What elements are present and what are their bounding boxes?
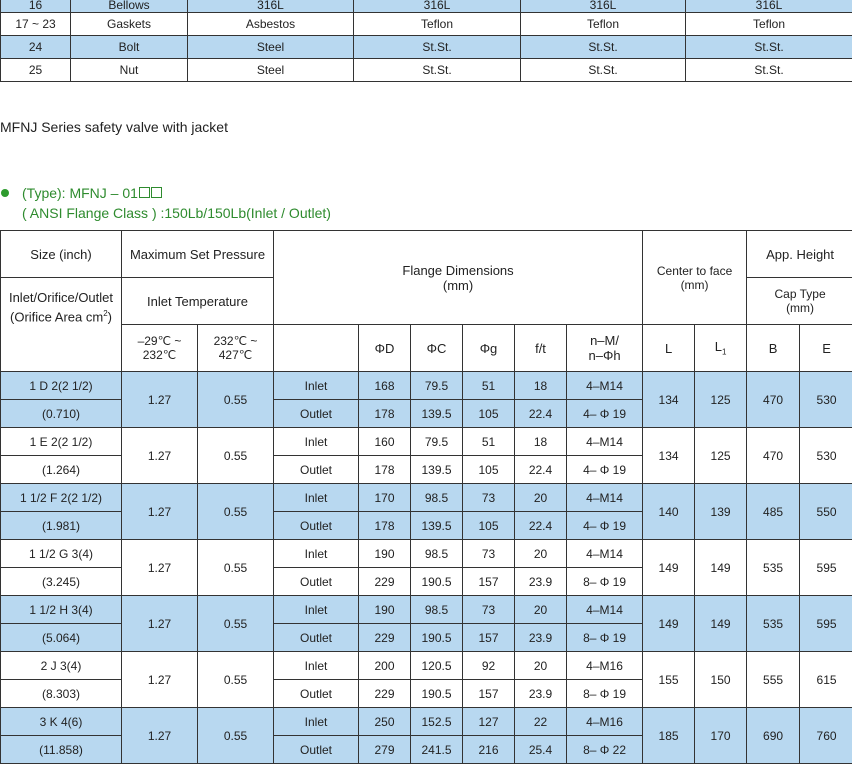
phi-c-value: 190.5 — [411, 680, 463, 708]
f-t-value: 20 — [515, 596, 567, 624]
pressure-low-temp: 1.27 — [122, 652, 198, 708]
temp-range-2-line1: 232℃ ~ — [198, 334, 273, 348]
pressure-high-temp: 0.55 — [198, 428, 274, 484]
phi-c-value: 98.5 — [411, 484, 463, 512]
materials-cell: St.St. — [686, 36, 852, 59]
side-label: Outlet — [274, 400, 359, 428]
phi-c-value: 98.5 — [411, 540, 463, 568]
materials-cell: 316L — [521, 0, 686, 13]
l1-text: L — [715, 339, 722, 354]
side-label: Outlet — [274, 736, 359, 764]
e-value: 615 — [800, 652, 852, 708]
cap-type-title: Cap Type — [747, 287, 852, 301]
pressure-high-temp: 0.55 — [198, 484, 274, 540]
bolt-value: 4–M14 — [567, 484, 643, 512]
f-t-value: 20 — [515, 652, 567, 680]
materials-cell: St.St. — [354, 36, 521, 59]
type-label — [22, 185, 162, 201]
n-m-line2: n–Φh — [567, 348, 642, 363]
phi-d-value: 279 — [359, 736, 411, 764]
valve-size: 1 1/2 H 3(4) — [1, 596, 122, 624]
bolt-value: 4–M16 — [567, 652, 643, 680]
bolt-value: 8– Φ 19 — [567, 680, 643, 708]
bolt-value: 4– Φ 19 — [567, 400, 643, 428]
materials-cell: Teflon — [354, 13, 521, 36]
app-height-header: App. Height — [747, 231, 852, 278]
e-value: 595 — [800, 596, 852, 652]
phi-d-value: 229 — [359, 568, 411, 596]
b-value: 485 — [747, 484, 800, 540]
spec-row-inlet — [1, 372, 852, 400]
phi-d-value: 178 — [359, 400, 411, 428]
side-label: Outlet — [274, 624, 359, 652]
cap-type-unit: (mm) — [747, 301, 852, 315]
b-value: 470 — [747, 428, 800, 484]
temp-range-2-line2: 427℃ — [198, 348, 273, 362]
inlet-orifice-outlet-header — [1, 278, 122, 372]
bolt-value: 4–M14 — [567, 540, 643, 568]
l-value: 185 — [643, 708, 695, 764]
b-value: 470 — [747, 372, 800, 428]
l-value: 134 — [643, 372, 695, 428]
phi-c-value: 139.5 — [411, 456, 463, 484]
pressure-low-temp: 1.27 — [122, 708, 198, 764]
phi-d-value: 178 — [359, 456, 411, 484]
phi-c-value: 79.5 — [411, 428, 463, 456]
l-value: 134 — [643, 428, 695, 484]
bolt-value: 4–M14 — [567, 596, 643, 624]
phi-g-value: 51 — [463, 428, 515, 456]
phi-c-value: 139.5 — [411, 400, 463, 428]
materials-row — [1, 0, 852, 13]
pressure-high-temp: 0.55 — [198, 372, 274, 428]
flange-dimensions-title: Flange Dimensions — [274, 263, 642, 278]
side-label: Inlet — [274, 540, 359, 568]
materials-cell: Bolt — [71, 36, 188, 59]
materials-row — [1, 36, 852, 59]
orifice-area-close: ) — [108, 309, 112, 324]
pressure-high-temp: 0.55 — [198, 540, 274, 596]
materials-row — [1, 13, 852, 36]
materials-cell: Teflon — [521, 13, 686, 36]
center-to-face-header — [643, 231, 747, 325]
l1-value: 125 — [695, 372, 747, 428]
orifice-area-superscript: 2 — [103, 309, 107, 318]
e-value: 530 — [800, 428, 852, 484]
orifice-area-value: (5.064) — [1, 624, 122, 652]
orifice-area-value: (1.981) — [1, 512, 122, 540]
materials-cell: 25 — [1, 59, 71, 82]
side-label: Outlet — [274, 456, 359, 484]
phi-g-value: 105 — [463, 456, 515, 484]
side-header-blank — [274, 325, 359, 372]
f-t-header: f/t — [515, 325, 567, 372]
phi-g-value: 127 — [463, 708, 515, 736]
materials-cell: Steel — [188, 59, 354, 82]
l1-header — [695, 325, 747, 372]
valve-size: 1 1/2 F 2(2 1/2) — [1, 484, 122, 512]
type-label-text: (Type): MFNJ – 01 — [22, 185, 138, 201]
f-t-value: 22.4 — [515, 456, 567, 484]
bolt-value: 4– Φ 19 — [567, 512, 643, 540]
materials-table — [0, 0, 852, 82]
l-value: 155 — [643, 652, 695, 708]
phi-g-value: 73 — [463, 596, 515, 624]
orifice-area-value: (8.303) — [1, 680, 122, 708]
temp-range-1-line1: –29℃ ~ — [122, 334, 197, 348]
l1-value: 149 — [695, 596, 747, 652]
phi-c-header: ΦC — [411, 325, 463, 372]
side-label: Inlet — [274, 652, 359, 680]
pressure-low-temp: 1.27 — [122, 540, 198, 596]
bullet-icon — [1, 189, 9, 197]
phi-c-value: 120.5 — [411, 652, 463, 680]
l-value: 149 — [643, 596, 695, 652]
f-t-value: 25.4 — [515, 736, 567, 764]
l1-value: 139 — [695, 484, 747, 540]
b-header: B — [747, 325, 800, 372]
valve-size: 1 1/2 G 3(4) — [1, 540, 122, 568]
phi-g-value: 105 — [463, 512, 515, 540]
side-label: Inlet — [274, 372, 359, 400]
materials-cell: Asbestos — [188, 13, 354, 36]
orifice-area-value: (11.858) — [1, 736, 122, 764]
pressure-low-temp: 1.27 — [122, 372, 198, 428]
pressure-high-temp: 0.55 — [198, 652, 274, 708]
temp-range-2-header — [198, 325, 274, 372]
e-value: 550 — [800, 484, 852, 540]
phi-g-value: 92 — [463, 652, 515, 680]
orifice-area-value: (1.264) — [1, 456, 122, 484]
b-value: 690 — [747, 708, 800, 764]
center-to-face-unit: (mm) — [643, 278, 746, 292]
b-value: 535 — [747, 596, 800, 652]
l1-value: 150 — [695, 652, 747, 708]
materials-cell: 16 — [1, 0, 71, 13]
pressure-low-temp: 1.27 — [122, 596, 198, 652]
materials-cell: 316L — [686, 0, 852, 13]
spec-row-inlet — [1, 428, 852, 456]
flange-dimensions-header — [274, 231, 643, 325]
spec-row-inlet — [1, 596, 852, 624]
phi-d-value: 229 — [359, 680, 411, 708]
placeholder-box-icon — [139, 187, 150, 198]
inlet-temperature-header: Inlet Temperature — [122, 278, 274, 325]
side-label: Outlet — [274, 512, 359, 540]
materials-cell: Gaskets — [71, 13, 188, 36]
phi-g-value: 157 — [463, 680, 515, 708]
materials-cell: Teflon — [686, 13, 852, 36]
phi-d-value: 190 — [359, 596, 411, 624]
materials-cell: 17 ~ 23 — [1, 13, 71, 36]
materials-cell: Steel — [188, 36, 354, 59]
side-label: Outlet — [274, 680, 359, 708]
bolt-value: 4–M14 — [567, 428, 643, 456]
bolt-value: 8– Φ 19 — [567, 624, 643, 652]
materials-cell: 316L — [354, 0, 521, 13]
materials-row — [1, 59, 852, 82]
spec-row-inlet — [1, 708, 852, 736]
f-t-value: 22 — [515, 708, 567, 736]
phi-g-value: 51 — [463, 372, 515, 400]
phi-g-header: Φg — [463, 325, 515, 372]
cap-type-header — [747, 278, 852, 325]
placeholder-box-icon — [151, 187, 162, 198]
inlet-orifice-outlet-label: Inlet/Orifice/Outlet — [1, 290, 121, 306]
center-to-face-title: Center to face — [643, 264, 746, 278]
materials-cell: Bellows — [71, 0, 188, 13]
bolt-value: 4–M14 — [567, 372, 643, 400]
phi-d-value: 190 — [359, 540, 411, 568]
size-header: Size (inch) — [1, 231, 122, 278]
materials-cell: St.St. — [686, 59, 852, 82]
f-t-value: 23.9 — [515, 624, 567, 652]
phi-d-value: 170 — [359, 484, 411, 512]
series-title: MFNJ Series safety valve with jacket — [0, 119, 228, 135]
materials-cell: Nut — [71, 59, 188, 82]
side-label: Inlet — [274, 596, 359, 624]
phi-d-value: 178 — [359, 512, 411, 540]
side-label: Outlet — [274, 568, 359, 596]
orifice-area-label — [1, 306, 121, 325]
l-value: 149 — [643, 540, 695, 596]
phi-d-value: 250 — [359, 708, 411, 736]
bolt-value: 4– Φ 19 — [567, 456, 643, 484]
phi-d-value: 160 — [359, 428, 411, 456]
orifice-area-value: (0.710) — [1, 400, 122, 428]
materials-cell: 24 — [1, 36, 71, 59]
phi-c-value: 79.5 — [411, 372, 463, 400]
phi-g-value: 73 — [463, 484, 515, 512]
side-label: Inlet — [274, 484, 359, 512]
temp-range-1-line2: 232℃ — [122, 348, 197, 362]
bolt-value: 8– Φ 19 — [567, 568, 643, 596]
valve-size: 3 K 4(6) — [1, 708, 122, 736]
max-set-pressure-header: Maximum Set Pressure — [122, 231, 274, 278]
phi-g-value: 73 — [463, 540, 515, 568]
l-header: L — [643, 325, 695, 372]
bolt-value: 4–M16 — [567, 708, 643, 736]
phi-c-value: 139.5 — [411, 512, 463, 540]
f-t-value: 18 — [515, 428, 567, 456]
f-t-value: 18 — [515, 372, 567, 400]
phi-g-value: 157 — [463, 624, 515, 652]
f-t-value: 23.9 — [515, 680, 567, 708]
valve-size: 2 J 3(4) — [1, 652, 122, 680]
pressure-low-temp: 1.27 — [122, 484, 198, 540]
l1-value: 170 — [695, 708, 747, 764]
phi-c-value: 241.5 — [411, 736, 463, 764]
materials-cell: St.St. — [354, 59, 521, 82]
b-value: 555 — [747, 652, 800, 708]
n-m-header — [567, 325, 643, 372]
spec-row-inlet — [1, 540, 852, 568]
phi-d-value: 229 — [359, 624, 411, 652]
pressure-high-temp: 0.55 — [198, 708, 274, 764]
side-label: Inlet — [274, 708, 359, 736]
spec-row-inlet — [1, 484, 852, 512]
e-value: 760 — [800, 708, 852, 764]
f-t-value: 22.4 — [515, 400, 567, 428]
spec-table — [0, 230, 852, 764]
phi-g-value: 105 — [463, 400, 515, 428]
materials-cell: St.St. — [521, 59, 686, 82]
valve-size: 1 E 2(2 1/2) — [1, 428, 122, 456]
flange-dimensions-unit: (mm) — [274, 278, 642, 293]
n-m-line1: n–M/ — [567, 333, 642, 348]
f-t-value: 22.4 — [515, 512, 567, 540]
bolt-value: 8– Φ 22 — [567, 736, 643, 764]
orifice-area-text: (Orifice Area cm — [10, 309, 103, 324]
phi-d-value: 200 — [359, 652, 411, 680]
side-label: Inlet — [274, 428, 359, 456]
l-value: 140 — [643, 484, 695, 540]
e-value: 595 — [800, 540, 852, 596]
l1-subscript: 1 — [722, 348, 726, 357]
f-t-value: 23.9 — [515, 568, 567, 596]
l1-value: 125 — [695, 428, 747, 484]
phi-c-value: 190.5 — [411, 624, 463, 652]
spec-row-inlet — [1, 652, 852, 680]
materials-cell: St.St. — [521, 36, 686, 59]
valve-size: 1 D 2(2 1/2) — [1, 372, 122, 400]
phi-d-header: ΦD — [359, 325, 411, 372]
temp-range-1-header — [122, 325, 198, 372]
orifice-area-value: (3.245) — [1, 568, 122, 596]
e-value: 530 — [800, 372, 852, 428]
f-t-value: 20 — [515, 484, 567, 512]
phi-c-value: 152.5 — [411, 708, 463, 736]
e-header: E — [800, 325, 852, 372]
flange-class: ( ANSI Flange Class ) :150Lb/150Lb(Inlet / Outlet) — [22, 205, 331, 221]
phi-g-value: 216 — [463, 736, 515, 764]
phi-c-value: 190.5 — [411, 568, 463, 596]
materials-cell: 316L — [188, 0, 354, 13]
phi-g-value: 157 — [463, 568, 515, 596]
phi-c-value: 98.5 — [411, 596, 463, 624]
b-value: 535 — [747, 540, 800, 596]
l1-value: 149 — [695, 540, 747, 596]
pressure-low-temp: 1.27 — [122, 428, 198, 484]
phi-d-value: 168 — [359, 372, 411, 400]
pressure-high-temp: 0.55 — [198, 596, 274, 652]
f-t-value: 20 — [515, 540, 567, 568]
